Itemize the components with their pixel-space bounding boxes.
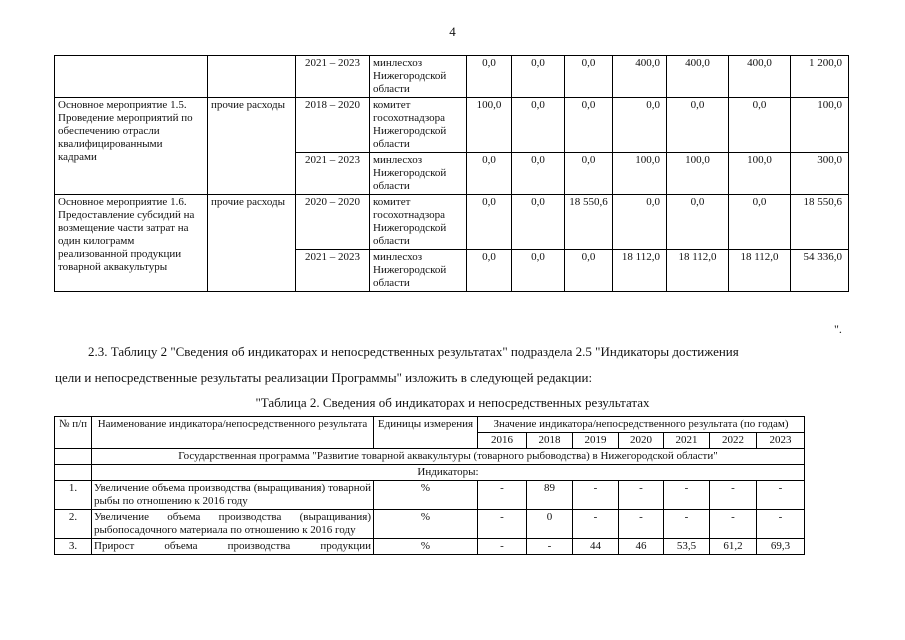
value-cell: -	[478, 539, 527, 555]
table-row	[55, 98, 849, 153]
year-header: 2023	[757, 433, 805, 449]
value-cell: -	[619, 481, 664, 510]
paragraph-line-1: 2.3. Таблицу 2 "Сведения об индикаторах и непосредственных результатах" подраздела 2.5 "Индикаторы достижения	[88, 344, 739, 359]
header-name: Наименование индикатора/непосредственного результата	[92, 417, 374, 449]
value-cell: 100,0	[729, 153, 791, 195]
value-cell: 69,3	[757, 539, 805, 555]
value-cell: 0,0	[565, 250, 613, 292]
value-cell: 0,0	[512, 195, 565, 250]
funding-table	[54, 55, 849, 292]
period-cell: 2018 – 2020	[296, 98, 370, 153]
value-cell: 0,0	[565, 153, 613, 195]
section-row: Индикаторы:	[92, 465, 805, 481]
value-cell: 1 200,0	[791, 56, 849, 98]
value-cell: 53,5	[664, 539, 710, 555]
unit-cell: %	[374, 539, 478, 555]
indicator-name: Прирост объема производства продукции	[92, 539, 374, 555]
year-header: 2020	[619, 433, 664, 449]
unit-cell: %	[374, 510, 478, 539]
value-cell: 0,0	[512, 56, 565, 98]
activity-cell: Основное мероприятие 1.5. Проведение мероприятий по обеспечению отрасли квалифицированными кадрами	[55, 98, 208, 195]
value-cell: 18 550,6	[791, 195, 849, 250]
value-cell: -	[478, 481, 527, 510]
closing-quote: ".	[834, 322, 842, 336]
page-number: 4	[449, 24, 456, 39]
value-cell: 44	[573, 539, 619, 555]
value-cell: 18 112,0	[729, 250, 791, 292]
header-unit: Единицы измерения	[374, 417, 478, 449]
value-cell: 0,0	[467, 153, 512, 195]
row-num: 1.	[55, 481, 92, 510]
value-cell: -	[664, 510, 710, 539]
program-row-num	[55, 449, 92, 465]
value-cell: 0,0	[512, 250, 565, 292]
value-cell: 0,0	[512, 98, 565, 153]
paragraph-line-2: цели и непосредственные результаты реализации Программы" изложить в следующей редакции:	[55, 370, 593, 385]
table-row	[55, 539, 805, 555]
value-cell: -	[757, 481, 805, 510]
section-row-num	[55, 465, 92, 481]
value-cell: -	[527, 539, 573, 555]
value-cell: 0,0	[613, 98, 667, 153]
row-num: 3.	[55, 539, 92, 555]
year-header: 2021	[664, 433, 710, 449]
period-cell: 2021 – 2023	[296, 153, 370, 195]
indicator-name: Увеличение объема производства (выращивания) рыбопосадочного материала по отношению к 2016 году	[92, 510, 374, 539]
value-cell: 0,0	[467, 56, 512, 98]
value-cell: 100,0	[791, 98, 849, 153]
value-cell: 18 112,0	[613, 250, 667, 292]
value-cell: -	[619, 510, 664, 539]
table-row	[55, 481, 805, 510]
activity-cell: Основное мероприятие 1.6. Предоставление субсидий на возмещение части затрат на один килограмм реализованной продукции товарной аквакультуры	[55, 195, 208, 292]
program-row: Государственная программа "Развитие товарной аквакультуры (товарного рыбоводства) в Нижегородской области"	[92, 449, 805, 465]
value-cell: -	[710, 510, 757, 539]
value-cell: 54 336,0	[791, 250, 849, 292]
value-cell: 100,0	[467, 98, 512, 153]
value-cell: -	[573, 510, 619, 539]
value-cell: 300,0	[791, 153, 849, 195]
activity-cell	[55, 56, 208, 98]
indicators-table	[54, 416, 805, 555]
period-cell: 2020 – 2020	[296, 195, 370, 250]
value-cell: -	[573, 481, 619, 510]
table-row	[55, 56, 849, 98]
year-header: 2019	[573, 433, 619, 449]
value-cell: 0,0	[613, 195, 667, 250]
value-cell: 100,0	[667, 153, 729, 195]
year-header: 2022	[710, 433, 757, 449]
value-cell: -	[710, 481, 757, 510]
year-header: 2016	[478, 433, 527, 449]
value-cell: 400,0	[667, 56, 729, 98]
expense-cell: прочие расходы	[208, 195, 296, 292]
table-row	[55, 510, 805, 539]
value-cell: 0,0	[667, 195, 729, 250]
header-values-group: Значение индикатора/непосредственного результата (по годам)	[478, 417, 805, 433]
period-cell: 2021 – 2023	[296, 56, 370, 98]
value-cell: -	[757, 510, 805, 539]
executor-cell: комитет госохотнадзора Нижегородской области	[370, 195, 467, 250]
value-cell: -	[478, 510, 527, 539]
indicator-name: Увеличение объема производства (выращивания) товарной рыбы по отношению к 2016 году	[92, 481, 374, 510]
executor-cell: минлесхоз Нижегородской области	[370, 56, 467, 98]
value-cell: 0,0	[565, 98, 613, 153]
header-num: № п/п	[55, 417, 92, 449]
value-cell: 0,0	[467, 250, 512, 292]
period-cell: 2021 – 2023	[296, 250, 370, 292]
year-header: 2018	[527, 433, 573, 449]
value-cell: 18 550,6	[565, 195, 613, 250]
value-cell: 46	[619, 539, 664, 555]
value-cell: 0,0	[729, 98, 791, 153]
row-num: 2.	[55, 510, 92, 539]
executor-cell: минлесхоз Нижегородской области	[370, 250, 467, 292]
executor-cell: комитет госохотнадзора Нижегородской области	[370, 98, 467, 153]
value-cell: 0,0	[467, 195, 512, 250]
table-row	[55, 195, 849, 250]
value-cell: 0,0	[729, 195, 791, 250]
value-cell: 0,0	[667, 98, 729, 153]
value-cell: 0	[527, 510, 573, 539]
value-cell: 18 112,0	[667, 250, 729, 292]
value-cell: 400,0	[729, 56, 791, 98]
value-cell: 0,0	[512, 153, 565, 195]
value-cell: 0,0	[565, 56, 613, 98]
value-cell: 400,0	[613, 56, 667, 98]
table2-title: "Таблица 2. Сведения об индикаторах и непосредственных результатах	[255, 395, 650, 410]
expense-cell	[208, 56, 296, 98]
unit-cell: %	[374, 481, 478, 510]
value-cell: 61,2	[710, 539, 757, 555]
expense-cell: прочие расходы	[208, 98, 296, 195]
value-cell: 100,0	[613, 153, 667, 195]
value-cell: -	[664, 481, 710, 510]
value-cell: 89	[527, 481, 573, 510]
executor-cell: минлесхоз Нижегородской области	[370, 153, 467, 195]
